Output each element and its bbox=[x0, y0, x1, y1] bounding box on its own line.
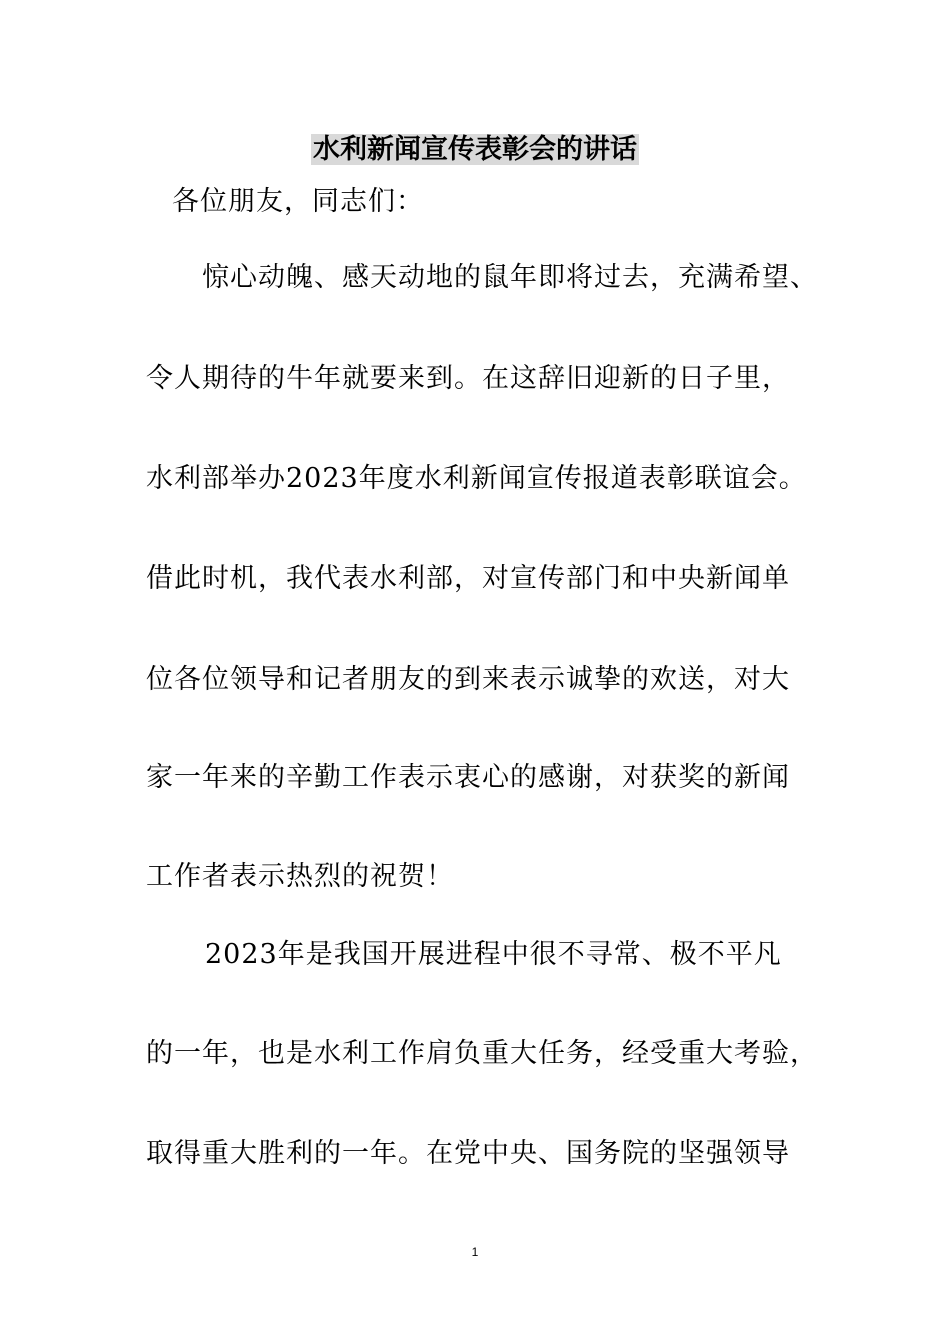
document-title bbox=[0, 130, 950, 170]
paragraph-line-5: 位各位领导和记者朋友的到来表示诚挚的欢送，对大 bbox=[146, 664, 790, 695]
paragraph-line-4: 借此时机，我代表水利部，对宣传部门和中央新闻单 bbox=[146, 563, 790, 594]
paragraph-line-8: 2023年是我国开展进程中很不寻常、极不平凡 bbox=[205, 939, 782, 970]
salutation: 各位朋友，同志们： bbox=[172, 186, 424, 217]
paragraph-line-2: 令人期待的牛年就要来到。在这辞旧迎新的日子里， bbox=[146, 363, 790, 394]
document-title-text: 水利新闻宣传表彰会的讲话 bbox=[313, 134, 637, 165]
paragraph-line-6: 家一年来的辛勤工作表示衷心的感谢，对获奖的新闻 bbox=[146, 762, 790, 793]
paragraph-line-7: 工作者表示热烈的祝贺！ bbox=[146, 861, 454, 892]
paragraph-line-9: 的一年，也是水利工作肩负重大任务，经受重大考验， bbox=[146, 1038, 818, 1069]
paragraph-line-3: 水利部举办2023年度水利新闻宣传报道表彰联谊会。 bbox=[146, 463, 807, 494]
page-number: 1 bbox=[471, 1245, 479, 1259]
paragraph-line-10: 取得重大胜利的一年。在党中央、国务院的坚强领导 bbox=[146, 1138, 790, 1169]
paragraph-line-1: 惊心动魄、感天动地的鼠年即将过去，充满希望、 bbox=[202, 262, 818, 293]
